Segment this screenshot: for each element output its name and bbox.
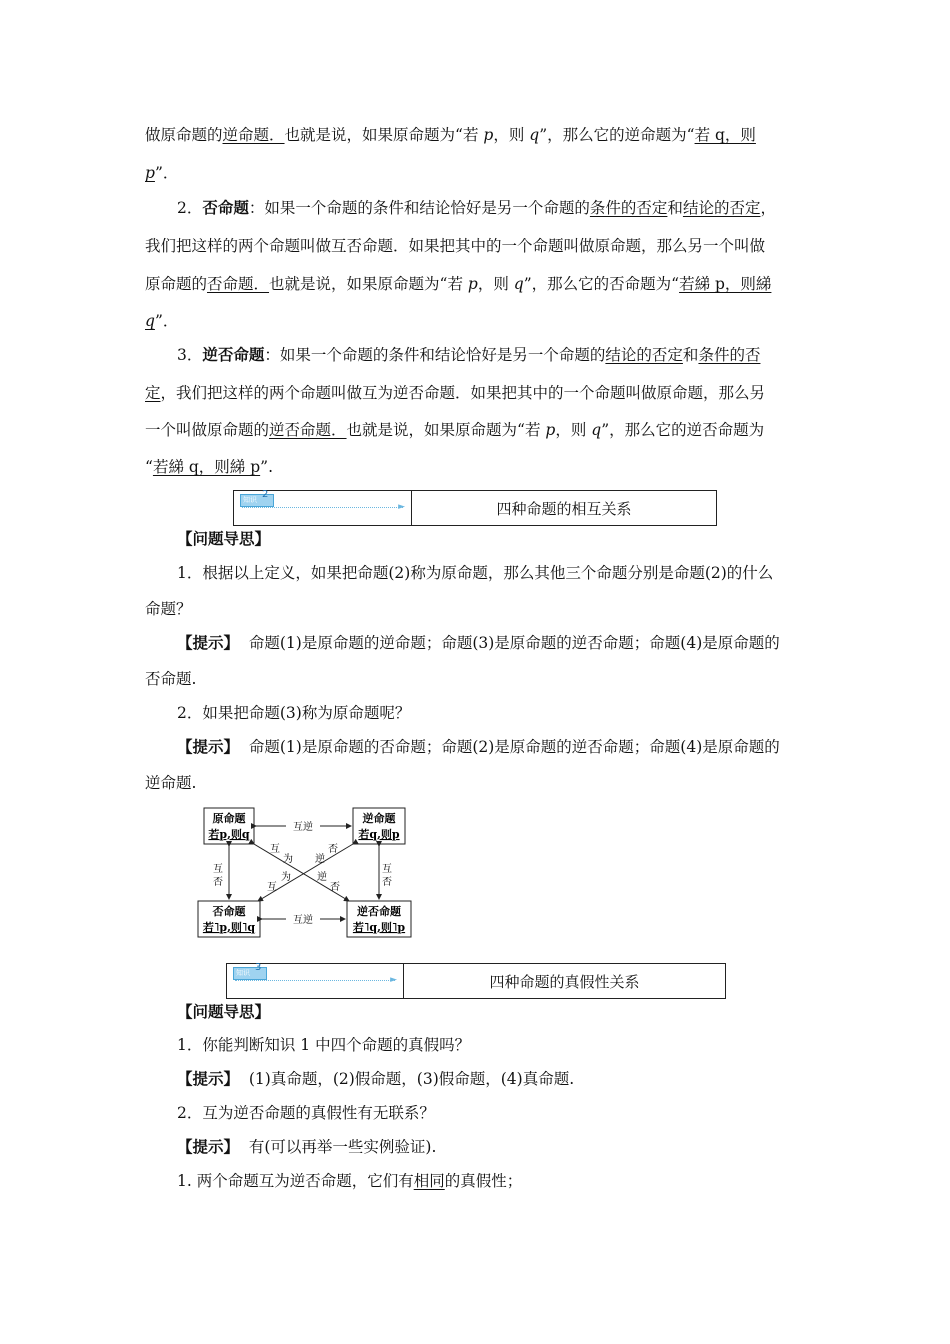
q4-hint: 【提示】 有(可以再举一些实例验证).: [177, 1138, 437, 1156]
bottom-arrow-label: 互逆: [293, 915, 313, 926]
p2-line-4: q”．: [145, 312, 179, 330]
question-guide-heading-2: 【问题导思】: [177, 1003, 271, 1021]
dotted-line: [242, 507, 403, 508]
diag-label-4: 为: [281, 872, 291, 883]
q1-line-2: 命题？: [145, 600, 192, 618]
knowledge-number: 3: [255, 962, 262, 973]
knowledge-3-title: 四种命题的真假性关系: [489, 972, 640, 991]
arrow-right-icon: ►: [398, 502, 405, 512]
q2-hint-line-2: 逆命题.: [145, 774, 197, 792]
q2-line-1: 2．如果把命题(3)称为原命题呢？: [177, 704, 411, 722]
diag-label-8: 否: [330, 882, 340, 893]
diag-label-3: 互: [267, 882, 277, 893]
left-label-1: 互: [213, 864, 223, 875]
right-label-1: 互: [382, 864, 392, 875]
question-guide-heading-1: 【问题导思】: [177, 530, 271, 548]
q4-line-1: 2．互为逆否命题的真假性有无联系？: [177, 1104, 435, 1122]
knowledge-2-tag-area: [234, 491, 412, 525]
converse-title: 逆命题: [362, 812, 396, 825]
inverse-form: 若˥p,则˥q: [202, 921, 256, 934]
contrapositive-title: 逆否命题: [357, 905, 401, 918]
knowledge-2-title: 四种命题的相互关系: [496, 499, 632, 518]
p2-line-1: 2．否命题：如果一个命题的条件和结论恰好是另一个命题的条件的否定和结论的否定，: [177, 199, 776, 217]
p2-line-2: 我们把这样的两个命题叫做互否命题．如果把其中的一个命题叫做原命题，那么另一个叫做: [145, 237, 766, 255]
p3-line-2: 定，我们把这样的两个命题叫做互为逆否命题．如果把其中的一个命题叫做原命题，那么另: [145, 384, 766, 402]
knowledge-3-header: [226, 963, 726, 999]
knowledge-tag-badge: 知识: [240, 494, 274, 507]
top-arrow-label: 互逆: [293, 822, 313, 833]
original-form: 若p,则q: [208, 828, 250, 841]
diag-label-1: 互: [270, 844, 280, 855]
knowledge-number: 2: [262, 489, 269, 500]
inverse-title: 否命题: [212, 905, 246, 918]
knowledge-tag-badge: 知识: [233, 967, 267, 980]
p1-line-2: p”．: [145, 164, 179, 182]
q2-hint-line-1: 【提示】 命题(1)是原命题的否命题；命题(2)是原命题的逆否命题；命题(4)是原命题的: [177, 738, 780, 756]
contrapositive-form: 若˥q,则˥p: [352, 921, 406, 934]
q1-line-1: 1．根据以上定义，如果把命题(2)称为原命题，那么其他三个命题分别是命题(2)的什么: [177, 564, 774, 582]
p2-line-3: 原命题的否命题．也就是说，如果原命题为“若 p，则 q”，那么它的否命题为“若綈 p，则綈: [145, 275, 772, 293]
q1-hint-line-1: 【提示】 命题(1)是原命题的逆命题；命题(3)是原命题的逆否命题；命题(4)是原命题的: [177, 634, 780, 652]
diag-label-2: 为: [283, 854, 293, 865]
four-propositions-diagram: [190, 802, 415, 947]
knowledge-2-header: [233, 490, 717, 526]
q1-hint-line-2: 否命题.: [145, 670, 197, 688]
p1-line-1: 做原命题的逆命题．也就是说，如果原命题为“若 p，则 q”，那么它的逆命题为“若 q，则: [145, 126, 756, 144]
p3-line-3: 一个叫做原命题的逆否命题．也就是说，如果原命题为“若 p，则 q”，那么它的逆否命题为: [145, 421, 765, 439]
diag-label-7: 逆: [317, 872, 327, 883]
converse-form: 若q,则p: [358, 828, 400, 841]
diag-label-5: 否: [328, 844, 338, 855]
diag-label-6: 逆: [315, 854, 325, 865]
arrow-right-icon: ►: [390, 975, 397, 985]
q3-line-1: 1．你能判断知识 1 中四个命题的真假吗？: [177, 1036, 471, 1054]
original-title: 原命题: [212, 812, 246, 825]
left-label-2: 否: [213, 877, 223, 888]
p3-line-1: 3．逆否命题：如果一个命题的条件和结论恰好是另一个命题的结论的否定和条件的否: [177, 346, 761, 364]
q3-hint: 【提示】 (1)真命题，(2)假命题，(3)假命题，(4)真命题.: [177, 1070, 575, 1088]
knowledge-3-tag-area: [227, 964, 404, 998]
p3-line-4: “若綈 q，则綈 p”.: [145, 458, 273, 476]
right-label-2: 否: [382, 877, 392, 888]
dotted-line: [235, 980, 395, 981]
conclusion-line-1: 1. 两个命题互为逆否命题，它们有相同的真假性；: [177, 1172, 523, 1190]
